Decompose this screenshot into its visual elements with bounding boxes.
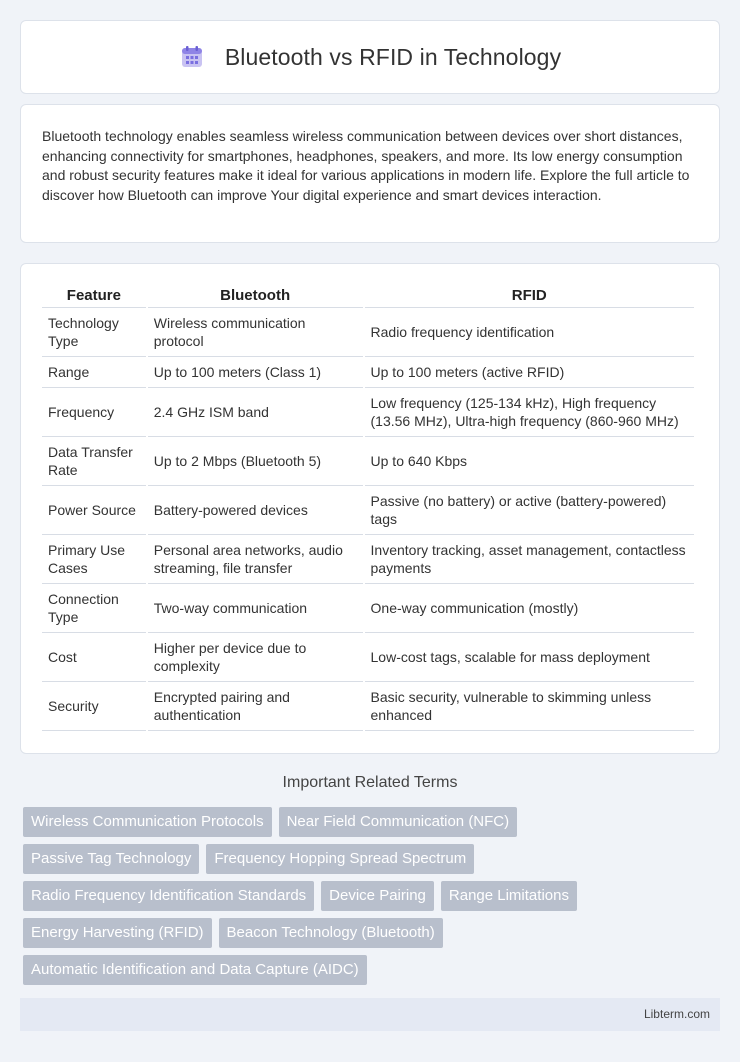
related-terms-list [23, 807, 723, 992]
related-term-tag[interactable]: Near Field Communication (NFC) [279, 807, 518, 837]
table-row [42, 682, 694, 731]
table-row [42, 633, 694, 682]
related-term-tag[interactable]: Energy Harvesting (RFID) [23, 918, 212, 948]
bluetooth-cell: Two-way communication [148, 584, 363, 633]
table-row [42, 357, 694, 388]
table-row [42, 437, 694, 486]
page-title: Bluetooth vs RFID in Technology [224, 43, 562, 70]
related-term-tag[interactable]: Automatic Identification and Data Capture (AIDC) [23, 955, 367, 985]
bluetooth-cell: Up to 100 meters (Class 1) [148, 357, 363, 388]
comparison-table [40, 284, 696, 731]
intro-card [20, 104, 720, 243]
rfid-cell: Up to 100 meters (active RFID) [365, 357, 694, 388]
related-term-tag[interactable]: Beacon Technology (Bluetooth) [219, 918, 443, 948]
rfid-cell: Low frequency (125-134 kHz), High frequency (13.56 MHz), Ultra-high frequency (860-960 MHz) [365, 388, 694, 437]
table-row [42, 535, 694, 584]
table-row [42, 308, 694, 357]
feature-cell: Security [42, 682, 146, 731]
related-term-tag[interactable]: Range Limitations [441, 881, 577, 911]
related-term-tag[interactable]: Radio Frequency Identification Standards [23, 881, 314, 911]
tag-row [23, 881, 723, 911]
tag-row [23, 918, 723, 948]
bluetooth-cell: Wireless communication protocol [148, 308, 363, 357]
rfid-cell: Basic security, vulnerable to skimming unless enhanced [365, 682, 694, 731]
related-term-tag[interactable]: Passive Tag Technology [23, 844, 199, 874]
feature-cell: Primary Use Cases [42, 535, 146, 584]
feature-cell: Cost [42, 633, 146, 682]
comparison-table-card [20, 263, 720, 754]
header-bluetooth: Bluetooth [148, 284, 363, 308]
bluetooth-cell: Encrypted pairing and authentication [148, 682, 363, 731]
related-term-tag[interactable]: Wireless Communication Protocols [23, 807, 272, 837]
feature-cell: Connection Type [42, 584, 146, 633]
calendar-grid-icon [179, 44, 205, 70]
footer [20, 998, 720, 1031]
bluetooth-cell: Up to 2 Mbps (Bluetooth 5) [148, 437, 363, 486]
rfid-cell: Radio frequency identification [365, 308, 694, 357]
related-term-tag[interactable]: Device Pairing [321, 881, 434, 911]
feature-cell: Frequency [42, 388, 146, 437]
feature-cell: Power Source [42, 486, 146, 535]
bluetooth-cell: Higher per device due to complexity [148, 633, 363, 682]
bluetooth-cell: Personal area networks, audio streaming, file transfer [148, 535, 363, 584]
rfid-cell: Inventory tracking, asset management, contactless payments [365, 535, 694, 584]
footer-site-link[interactable]: Libterm.com [643, 1007, 710, 1021]
header-card [20, 20, 720, 94]
feature-cell: Data Transfer Rate [42, 437, 146, 486]
feature-cell: Technology Type [42, 308, 146, 357]
bluetooth-cell: Battery-powered devices [148, 486, 363, 535]
header-feature: Feature [42, 284, 146, 308]
tag-row [23, 955, 723, 985]
bluetooth-cell: 2.4 GHz ISM band [148, 388, 363, 437]
table-header-row [42, 284, 694, 308]
rfid-cell: One-way communication (mostly) [365, 584, 694, 633]
table-row [42, 486, 694, 535]
table-row [42, 388, 694, 437]
feature-cell: Range [42, 357, 146, 388]
header-rfid: RFID [365, 284, 694, 308]
table-row [42, 584, 694, 633]
rfid-cell: Low-cost tags, scalable for mass deployment [365, 633, 694, 682]
related-term-tag[interactable]: Frequency Hopping Spread Spectrum [206, 844, 474, 874]
related-terms-title: Important Related Terms [282, 774, 458, 791]
intro-text: Bluetooth technology enables seamless wireless communication between devices over short distances, enhancing connectivity for smartphones, headphones, speakers, and more. Its low energy consumption and robust security features make it ideal for various applications in modern life. Explore the full article to discover how Bluetooth can improve Your digital experience and smart devices interaction. [42, 128, 690, 203]
rfid-cell: Passive (no battery) or active (battery-powered) tags [365, 486, 694, 535]
tag-row [23, 807, 723, 837]
rfid-cell: Up to 640 Kbps [365, 437, 694, 486]
tag-row [23, 844, 723, 874]
